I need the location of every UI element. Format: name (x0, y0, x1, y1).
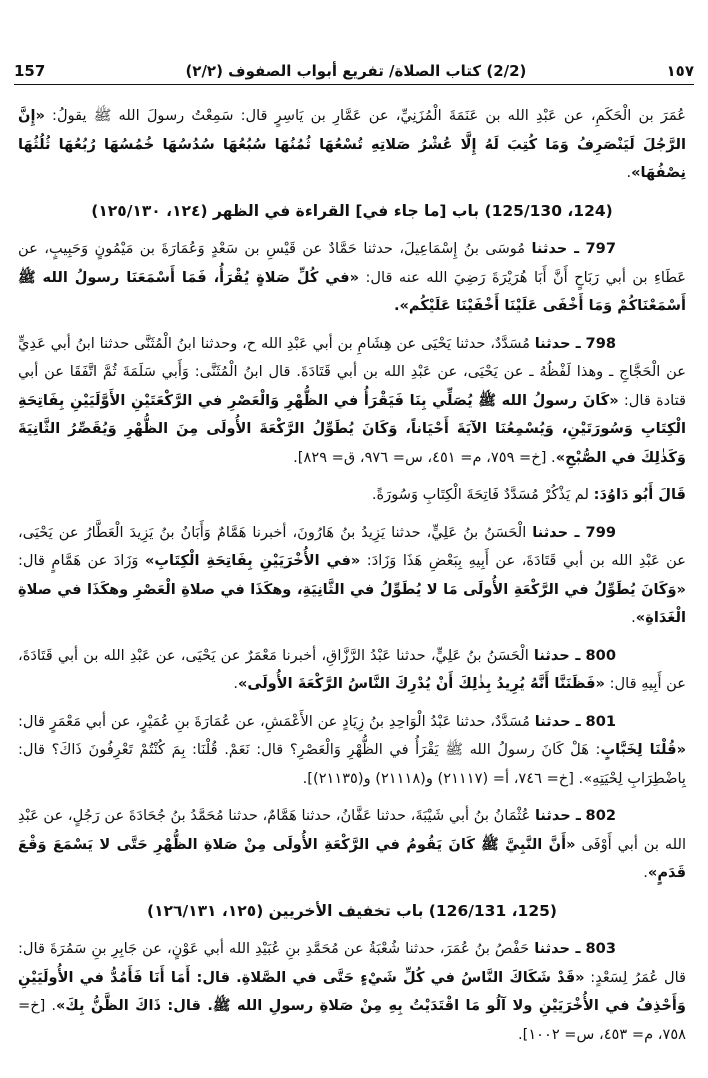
hadith-number: 801 (585, 712, 617, 730)
hadith-quote: «قُلْنَا لِخَبَّابٍ (600, 741, 686, 758)
haddathana-label: ـ حدثنا (534, 712, 581, 730)
hadith-number: 800 (585, 646, 616, 664)
page-number-latin: 157 (14, 62, 46, 80)
hadith-refs: . [خ= ٧٥٩، م= ٤٥١، س= ٩٧٦، ق= ٨٢٩]. (293, 448, 556, 466)
hadith-text: عُثْمَانُ بنُ أبي شَيْبَةَ، حدثنا عَفَّانُ، حدثنا هَمَّامٌ، حدثنا مُحَمَّدُ بنُ جُحَادَةَ عن رَجُلٍ، عن عَبْدِ الله بن أبي أَوْفَى (18, 807, 687, 853)
hadith-text-2: رسولُ الله ﷺ أَسْمَعْنَاكُمْ وَمَا أَخْفَى عَلَيْنَا أَخْفَيْنَا عَلَيْكُم». (18, 268, 686, 314)
hadith-number: 798 (585, 334, 617, 352)
intro-quote: «إِنَّ الرَّجُلَ لَيَنْصَرِفُ وَمَا كُتِبَ لَهُ إِلَّا عُشْرُ صَلاتِهِ تُسْعُهَا ثُمُنُهَا سُبُعُهَا سُدُسُهَا خُمُسُهَا رُبُعُهَا ثُلُثُهَا نِصْفُهَا» (18, 107, 686, 181)
chapter-heading-takhfif: (125، 126/131) باب تخفيف الأخريين (١٢٥، ١٢٦/١٣١) (146, 901, 557, 920)
hadith-text: الْحَسَنُ بنُ عَلِيٍّ، حدثنا يَزِيدُ بنُ هَارُونَ، أخبرنا هَمَّامٌ وَأَبَانُ بنُ يَزِيدَ الْعَطَّارُ عن يَحْيَى، عن عَبْدِ الله بن أبي قَتَادَةَ، عن أَبِيهِ بِبَعْضِ هَذَا وَزَادَ: (18, 523, 686, 569)
intro-text: عُمَرَ بن الْحَكَمِ، عن عَبْدِ الله بن عَنَمَةَ الْمُزَنِيِّ، عن عَمَّارِ بن يَاسِرٍ قال: سَمِعْتُ رسولَ الله ﷺ يقولُ: (44, 107, 686, 124)
page-header (14, 58, 694, 85)
haddathana-label: ـ حدثنا (533, 646, 581, 664)
hadith-number: 799 (585, 523, 617, 541)
hadith-refs: . [خ= ٧٥٨، م= ٤٥٣، س= ١٠٠٢]. (18, 997, 686, 1043)
hadith-quote: «في كُلِّ صَلاةٍ يُقْرَأُ، فَمَا أَسْمَعَنَا (126, 268, 360, 286)
hadith-end: . (643, 864, 648, 881)
abu-dawud-note (18, 481, 686, 510)
page-body (18, 102, 686, 1058)
hadith-quote-1: «في الأُخْرَيَيْنِ بِفَاتِحَةِ الْكِتَابِ» (144, 552, 361, 569)
hadith-end: . (233, 675, 238, 692)
intro-end: . (626, 164, 632, 181)
hadith-end: . (631, 609, 636, 626)
hadith-refs: . [خ= ٧٤٦، أ= (٢١١١٧) و(٢١١١٨) و(٢١١٣٥)]. (302, 769, 584, 787)
hadith-quote-2: «وَكَانَ يُطَوِّلُ في الرَّكْعَةِ الأُولَى مَا لا يُطَوِّلُ في الثَّانِيَةِ، وهكَذَا في صلاةِ الْعَصْرِ وهكَذَا في صلاةِ الْغَدَاةِ» (18, 580, 686, 626)
hadith-text: مُوسَى بنُ إِسْمَاعِيلَ، حدثنا حَمَّادٌ عن قَيْسِ بن سَعْدٍ وَعُمَارَةَ بن مَيْمُونٍ وَحَبِيبٍ، عن عَطَاءِ بن أبي رَبَاحٍ أَنَّ أَبَا هُرَيْرَةَ رَضِيَ الله عنه قال: (18, 240, 687, 286)
hadith-number: 797 (585, 240, 616, 257)
hadith-803 (18, 935, 686, 1049)
hadith-text-2: وَزَادَ عن هَمَّامٍ قال: (18, 552, 145, 569)
hadith-text: مُسَدَّدٌ، حدثنا عَبْدُ الْوَاحِدِ بنُ زِيَادٍ عن الأَعْمَشِ، عن عُمَارَةَ بنِ عُمَيْرٍ، عن أبي مَعْمَرٍ قال: (18, 712, 535, 730)
hadith-799 (18, 519, 686, 633)
hadith-text: مُسَدَّدٌ، حدثنا يَحْيَى عن هِشَامِ بن أبي عَبْدِ الله ح، وحدثنا ابنُ الْمُثَنَّى حدثنا ابنُ أبي عَدِيٍّ عن الْحَجَّاجِ ـ وهذا لَفْظُهُ ـ عن يَحْيَى، عن عَبْدِ الله بن أبي قَتَادَةَ. قال ابنُ الْمُثَنَّى: وَأَبي سَلَمَةَ ثُمَّ اتَّفَقَا عن أبي قتادة قال: (18, 334, 686, 409)
intro-paragraph (18, 102, 686, 188)
abu-dawud-label: قَالَ أَبُو دَاوُدَ: (593, 486, 686, 503)
hadith-quote: «قَدْ شَكَاكَ النَّاسُ في كُلِّ شَيْءٍ حَتَّى في الصَّلاةِ. قال: أَمَا أَنَا فَأَمُدُّ في الأُولَيَيْنِ وَأَحْذِفُ في الأُخْرَيَيْنِ ولا آلُو مَا اقْتَدَيْتُ بِهِ مِنْ صَلاةِ رسولِ الله ﷺ. قال: ذَاكَ الظَّنُّ بِكَ» (18, 968, 686, 1014)
hadith-number: 802 (585, 807, 617, 824)
abu-dawud-text: لم يَذْكُرْ مُسَدَّدٌ فَاتِحَةَ الْكِتَابِ وَسُورَةً. (371, 486, 594, 503)
haddathana-label: ـ حدثنا (531, 240, 580, 257)
hadith-quote: «فَظَنَنَّا أَنَّهُ يُرِيدُ بِذٰلِكَ أَنْ يُدْرِكَ النَّاسُ الرَّكْعَةَ الأُولَى» (238, 675, 605, 692)
hadith-797 (18, 235, 686, 321)
haddathana-label: ـ حدثنا (534, 334, 581, 352)
chapter-heading-qiraa-zuhr: (124، 125/130) باب [ما جاء في] القراءة في الظهر (١٢٤، ١٢٥/١٣٠) (91, 201, 613, 220)
hadith-text: حَفْصُ بنُ عُمَرَ، حدثنا شُعْبَةُ عن مُحَمَّدِ بنِ عُبَيْدِ الله أبي عَوْنٍ، عن جَابِرِ بنِ سَمُرَةَ قال: قال عُمَرُ لِسَعْدٍ: (18, 940, 686, 986)
hadith-800 (18, 642, 686, 699)
hadith-802 (18, 802, 686, 888)
hadith-801 (18, 708, 686, 794)
page-number-arabic: ١٥٧ (666, 62, 694, 80)
hadith-number: 803 (585, 940, 616, 957)
running-title: (2/2) كتاب الصلاة/ تفريع أبواب الصفوف (٢/٢) (185, 62, 527, 80)
hadith-798 (18, 330, 686, 473)
hadith-text: الْحَسَنُ بنُ عَلِيٍّ، حدثنا عَبْدُ الرَّزَّاقِ، أخبرنا مَعْمَرٌ عن يَحْيَى، عن عَبْدِ الله بن أبي قَتَادَةَ، عن أَبِيهِ قال: (18, 646, 686, 692)
haddathana-label: ـ حدثنا (534, 940, 581, 957)
hadith-text-2: : هَلْ كَانَ رسولُ الله ﷺ يَقْرَأُ في الظُّهْرِ وَالْعَصْرِ؟ قال: نَعَمْ. قُلْنَا: بِمَ كُنْتُمْ تَعْرِفُونَ ذَاكَ؟ قال: بِاضْطِرَابِ لِحْيَتِهِ» (18, 741, 686, 787)
hadith-quote: «أَنَّ النَّبِيَّ ﷺ كَانَ يَقُومُ في الرَّكْعَةِ الأُولَى مِنْ صَلاةِ الظُّهْرِ حَتَّى لا يَسْمَعَ وَقْعَ قَدَمٍ» (18, 835, 686, 881)
haddathana-label: ـ حدثنا (532, 523, 580, 541)
hadith-quote: «كَانَ رسولُ الله ﷺ يُصَلِّي بِنَا فَيَقْرَأُ في الظُّهْرِ وَالْعَصْرِ في الرَّكْعَتَيْنِ الأَوَّلَيَيْنِ بِفَاتِحَةِ الْكِتَابِ وَسُورَتَيْنِ، وَيُسْمِعُنَا الآيَةَ أَحْيَاناً، وَكَانَ يُطَوِّلُ الرَّكْعَةَ الأُولَى مِنَ الظُّهْرِ وَيُقَصِّرُ الثَّانِيَةَ وَكَذٰلِكَ في الصُّبْحِ» (18, 391, 686, 466)
haddathana-label: ـ حدثنا (534, 807, 581, 824)
